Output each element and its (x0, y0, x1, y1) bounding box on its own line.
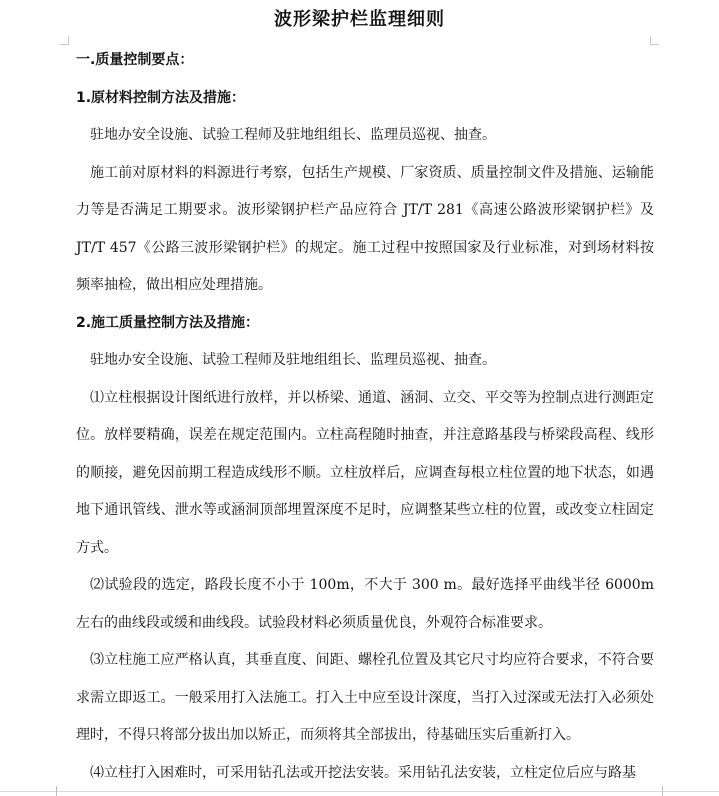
page-bottom-divider (0, 791, 719, 792)
margin-tick (662, 786, 663, 796)
paragraph: ⑶立柱施工应严格认真，其垂直度、间距、螺栓孔位置及其它尺寸均应符合要求，不符合要求需立即返工。一般采用打入法施工。打入土中应至设计深度，当打入过深或无法打入必须处理时，不得只将部分拔出加以矫正，而须将其全部拔出，待基础压实后重新打入。 (76, 652, 654, 743)
subsection-heading: 2.施工质量控制方法及措施： (76, 314, 260, 331)
margin-tick (56, 786, 57, 796)
document-body (76, 42, 654, 792)
section-heading: 一.质量控制要点： (76, 52, 194, 68)
paragraph: 施工前对原材料的料源进行考察，包括生产规模、厂家资质、质量控制文件及措施、运输能力等是否满足工期要求。波形梁钢护栏产品应符合 JT/T 281《高速公路波形梁钢护栏》及 JT/T 457《公路三波形梁钢护栏》的规定。施工过程中按照国家及行业标准，对到场材料按频率抽检，做出相应处理措施。 (76, 164, 654, 293)
paragraph: 驻地办安全设施、试验工程师及驻地组组长、监理员巡视、抽查。 (90, 127, 496, 143)
paragraph: 驻地办安全设施、试验工程师及驻地组组长、监理员巡视、抽查。 (90, 352, 496, 368)
document-title: 波形梁护栏监理细则 (274, 9, 445, 30)
subsection-heading: 1.原材料控制方法及措施： (76, 89, 246, 106)
paragraph: ⑵试验段的选定，路段长度不小于 100m，不大于 300 m。最好选择平曲线半径 6000m 左右的曲线段或缓和曲线段。试验段材料必须质量优良，外观符合标准要求。 (76, 577, 654, 631)
paragraph: ⑴立柱根据设计图纸进行放样，并以桥梁、通道、涵洞、立交、平交等为控制点进行测距定位。放样要精确，误差在规定范围内。立柱高程随时抽查，并注意路基段与桥梁段高程、线形的顺接，避免因前期工程造成线形不顺。立柱放样后，应调查每根立柱位置的地下状态，如遇地下通讯管线、泄水等或涵洞顶部埋置深度不足时，应调整某些立柱的位置，或改变立柱固定方式。 (76, 389, 654, 556)
margin-corner-mark (60, 36, 69, 45)
paragraph: ⑷立柱打入困难时，可采用钻孔法或开挖法安装。采用钻孔法安装，立柱定位后应与路基 (90, 764, 636, 781)
